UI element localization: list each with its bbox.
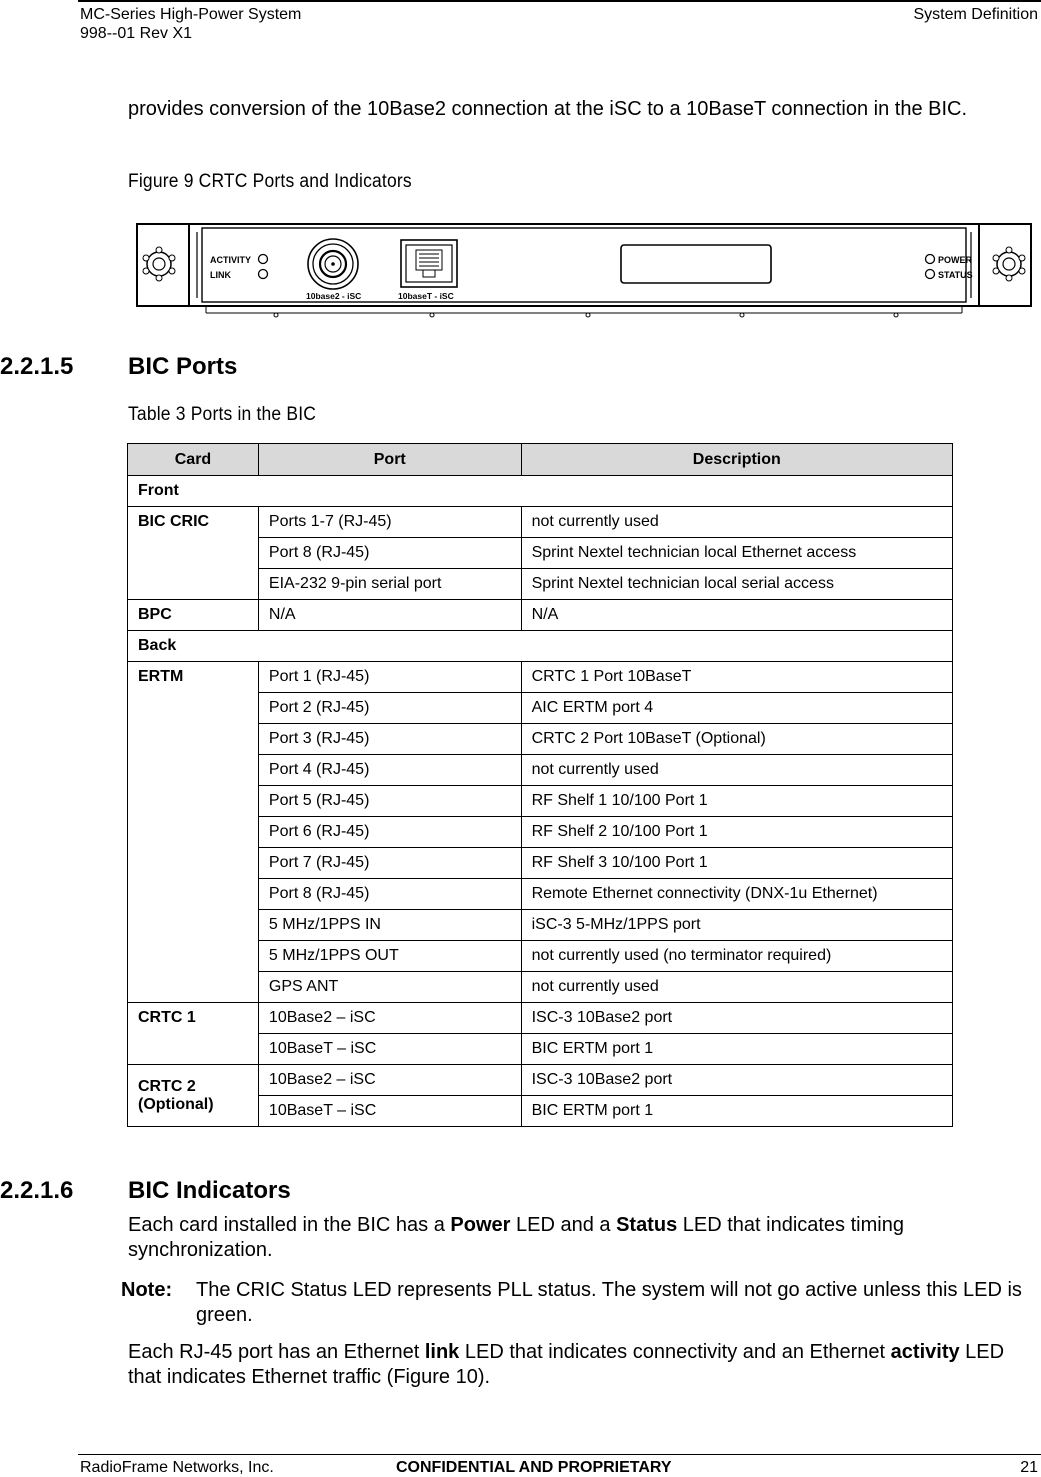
table-row — [128, 662, 953, 693]
header-card: Card — [128, 444, 259, 476]
description-cell: AIC ERTM port 4 — [521, 693, 952, 724]
description-cell: BIC ERTM port 1 — [521, 1096, 952, 1127]
section-heading-bic-indicators — [0, 1177, 1041, 1207]
port-cell: Ports 1-7 (RJ-45) — [258, 507, 521, 538]
port-cell: Port 3 (RJ-45) — [258, 724, 521, 755]
description-cell: not currently used — [521, 972, 952, 1003]
note-label: Note: — [121, 1279, 173, 1301]
footer-company: RadioFrame Networks, Inc. — [80, 1459, 274, 1476]
port-cell: 10BaseT – iSC — [258, 1096, 521, 1127]
port-cell: 5 MHz/1PPS IN — [258, 910, 521, 941]
activity-term: activity — [890, 1341, 960, 1363]
link-term: link — [424, 1341, 460, 1363]
card-cell: BIC CRIC — [128, 507, 259, 600]
description-cell: N/A — [521, 600, 952, 631]
text-run: Each card installed in the BIC has a — [128, 1214, 451, 1236]
port-cell: 10Base2 – iSC — [258, 1065, 521, 1096]
description-cell: CRTC 2 Port 10BaseT (Optional) — [521, 724, 952, 755]
section-title: BIC Ports — [128, 353, 238, 380]
port-cell: Port 6 (RJ-45) — [258, 817, 521, 848]
description-cell: not currently used — [521, 755, 952, 786]
text-run: LED that indicates timing synchronization. — [128, 1214, 904, 1261]
table-header-row — [128, 444, 953, 476]
section-number: 2.2.1.6 — [0, 1177, 74, 1204]
header-doc-rev: 998--01 Rev X1 — [80, 25, 193, 42]
display-window — [621, 245, 771, 283]
description-cell: CRTC 1 Port 10BaseT — [521, 662, 952, 693]
link-label: LINK — [210, 270, 231, 280]
table-row — [128, 1065, 953, 1096]
section-number: 2.2.1.5 — [0, 353, 74, 380]
description-cell: RF Shelf 1 10/100 Port 1 — [521, 786, 952, 817]
bnc-connector-icon — [308, 239, 358, 289]
table-row — [128, 1003, 953, 1034]
indicators-paragraph-2 — [128, 1340, 1028, 1390]
card-cell: CRTC 1 — [128, 1003, 259, 1065]
description-cell: not currently used — [521, 507, 952, 538]
figure-caption: Figure 9 CRTC Ports and Indicators — [128, 171, 412, 192]
status-term: Status — [616, 1214, 678, 1236]
ports-table — [127, 443, 953, 1127]
card-cell: BPC — [128, 600, 259, 631]
table-section-row — [128, 476, 953, 507]
section-back: Back — [128, 631, 953, 662]
port-cell: 10BaseT – iSC — [258, 1034, 521, 1065]
section-title: BIC Indicators — [128, 1177, 291, 1204]
footer-page-number: 21 — [1020, 1459, 1038, 1476]
table-caption: Table 3 Ports in the BIC — [128, 404, 317, 425]
description-cell: ISC-3 10Base2 port — [521, 1003, 952, 1034]
port-cell: Port 8 (RJ-45) — [258, 879, 521, 910]
description-cell: not currently used (no terminator required) — [521, 941, 952, 972]
crtc-panel-figure — [136, 218, 1033, 320]
section-heading-bic-ports — [0, 353, 1041, 383]
description-cell: Sprint Nextel technician local serial access — [521, 569, 952, 600]
header-section-name: System Definition — [913, 6, 1038, 23]
port-10base2-label: 10base2 - iSC — [306, 291, 362, 301]
description-cell: ISC-3 10Base2 port — [521, 1065, 952, 1096]
table-row — [128, 600, 953, 631]
table-section-row — [128, 631, 953, 662]
status-led-icon — [926, 270, 935, 279]
section-front: Front — [128, 476, 953, 507]
text-run: LED and a — [510, 1214, 617, 1236]
header-port: Port — [258, 444, 521, 476]
header-description: Description — [521, 444, 952, 476]
text-run: LED that indicates Ethernet traffic (Figure 10). — [128, 1341, 1005, 1388]
text-run: Each RJ-45 port has an Ethernet — [128, 1341, 425, 1363]
description-cell: iSC-3 5-MHz/1PPS port — [521, 910, 952, 941]
text-run: LED that indicates connectivity and an Ethernet — [459, 1341, 891, 1363]
table-row — [128, 507, 953, 538]
footer-confidential: CONFIDENTIAL AND PROPRIETARY — [396, 1459, 672, 1476]
intro-paragraph: provides conversion of the 10Base2 connection at the iSC to a 10BaseT connection in the BIC. — [128, 98, 968, 120]
note-text: The CRIC Status LED represents PLL status. The system will not go active unless this LED is green. — [196, 1279, 1022, 1326]
rj45-jack-icon — [401, 240, 457, 287]
port-cell: Port 1 (RJ-45) — [258, 662, 521, 693]
port-cell: Port 5 (RJ-45) — [258, 786, 521, 817]
power-term: Power — [450, 1214, 511, 1236]
activity-led-icon — [259, 255, 268, 264]
port-cell: N/A — [258, 600, 521, 631]
card-cell: CRTC 2 (Optional) — [128, 1065, 259, 1127]
port-cell: Port 7 (RJ-45) — [258, 848, 521, 879]
port-10baset-label: 10baseT - iSC — [398, 291, 454, 301]
activity-label: ACTIVITY — [210, 255, 252, 265]
description-cell: Sprint Nextel technician local Ethernet access — [521, 538, 952, 569]
power-led-icon — [926, 255, 935, 264]
port-cell: Port 2 (RJ-45) — [258, 693, 521, 724]
status-label: STATUS — [938, 270, 973, 280]
indicators-paragraph-1 — [128, 1213, 1028, 1263]
port-cell: Port 4 (RJ-45) — [258, 755, 521, 786]
port-cell: 5 MHz/1PPS OUT — [258, 941, 521, 972]
header-rule — [78, 0, 1041, 2]
description-cell: RF Shelf 2 10/100 Port 1 — [521, 817, 952, 848]
port-cell: 10Base2 – iSC — [258, 1003, 521, 1034]
header-left — [80, 5, 301, 43]
description-cell: Remote Ethernet connectivity (DNX-1u Ethernet) — [521, 879, 952, 910]
port-cell: GPS ANT — [258, 972, 521, 1003]
card-cell: ERTM — [128, 662, 259, 1003]
footer-rule — [78, 1454, 1041, 1455]
link-led-icon — [259, 270, 268, 279]
description-cell: RF Shelf 3 10/100 Port 1 — [521, 848, 952, 879]
description-cell: BIC ERTM port 1 — [521, 1034, 952, 1065]
port-cell: Port 8 (RJ-45) — [258, 538, 521, 569]
port-cell: EIA-232 9-pin serial port — [258, 569, 521, 600]
power-label: POWER — [938, 255, 973, 265]
header-doc-title: MC-Series High-Power System — [80, 6, 302, 23]
